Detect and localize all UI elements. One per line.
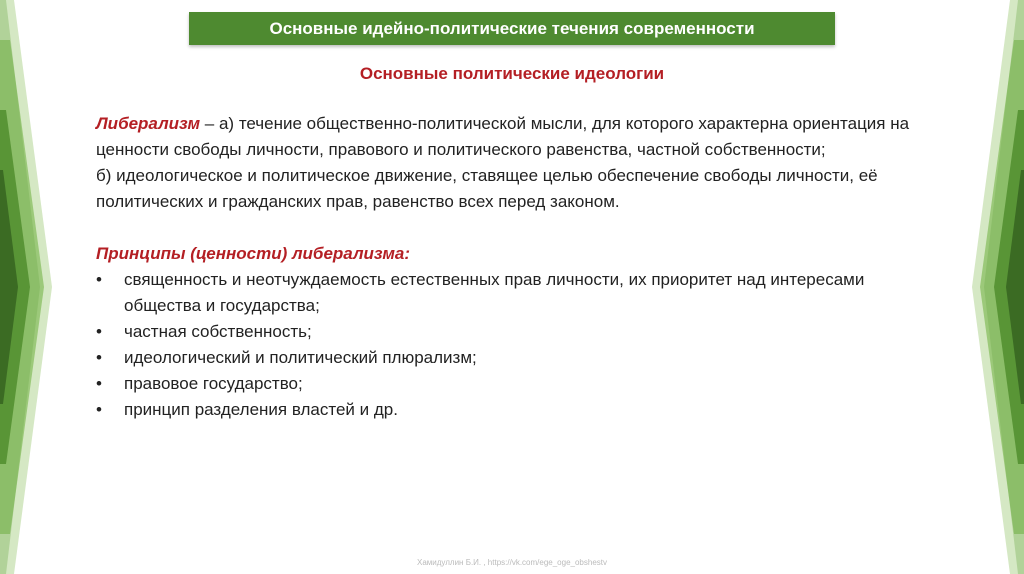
definition-part-b: б) идеологическое и политическое движение, ставящее целью обеспечение свободы личности, её политических и гражданских прав, равенство всех перед законом. xyxy=(96,166,878,211)
list-item: • принцип разделения властей и др. xyxy=(96,397,916,423)
right-decoration xyxy=(964,0,1024,574)
title-bar xyxy=(189,12,835,45)
list-item: • правовое государство; xyxy=(96,371,916,397)
left-decoration xyxy=(0,0,60,574)
bullet-icon: • xyxy=(96,400,102,419)
principles-list xyxy=(96,267,916,423)
definition-part-a: – а) течение общественно-политической мысли, для которого характерна ориентация на ценности свободы личности, правового и политического равенства, частной собственности; xyxy=(96,114,910,159)
footer-credit: Хамидуллин Б.И. , https://vk.com/ege_oge_obshestv xyxy=(417,558,607,567)
definition-term: Либерализм xyxy=(96,114,201,133)
list-item: • частная собственность; xyxy=(96,319,916,345)
bullet-icon: • xyxy=(96,322,102,341)
definition-paragraph-a xyxy=(96,111,916,163)
bullet-icon: • xyxy=(96,374,102,393)
slide-title: Основные идейно-политические течения современности xyxy=(269,18,755,38)
content-body xyxy=(96,111,916,423)
list-item: • идеологический и политический плюрализм; xyxy=(96,345,916,371)
principles-title: Принципы (ценности) либерализма: xyxy=(96,244,411,263)
bullet-icon: • xyxy=(96,270,102,289)
bullet-icon: • xyxy=(96,348,102,367)
slide-subtitle: Основные политические идеологии xyxy=(359,64,665,83)
list-item: • священность и неотчуждаемость естественных прав личности, их приоритет над интересами общества и государства; xyxy=(96,267,916,319)
